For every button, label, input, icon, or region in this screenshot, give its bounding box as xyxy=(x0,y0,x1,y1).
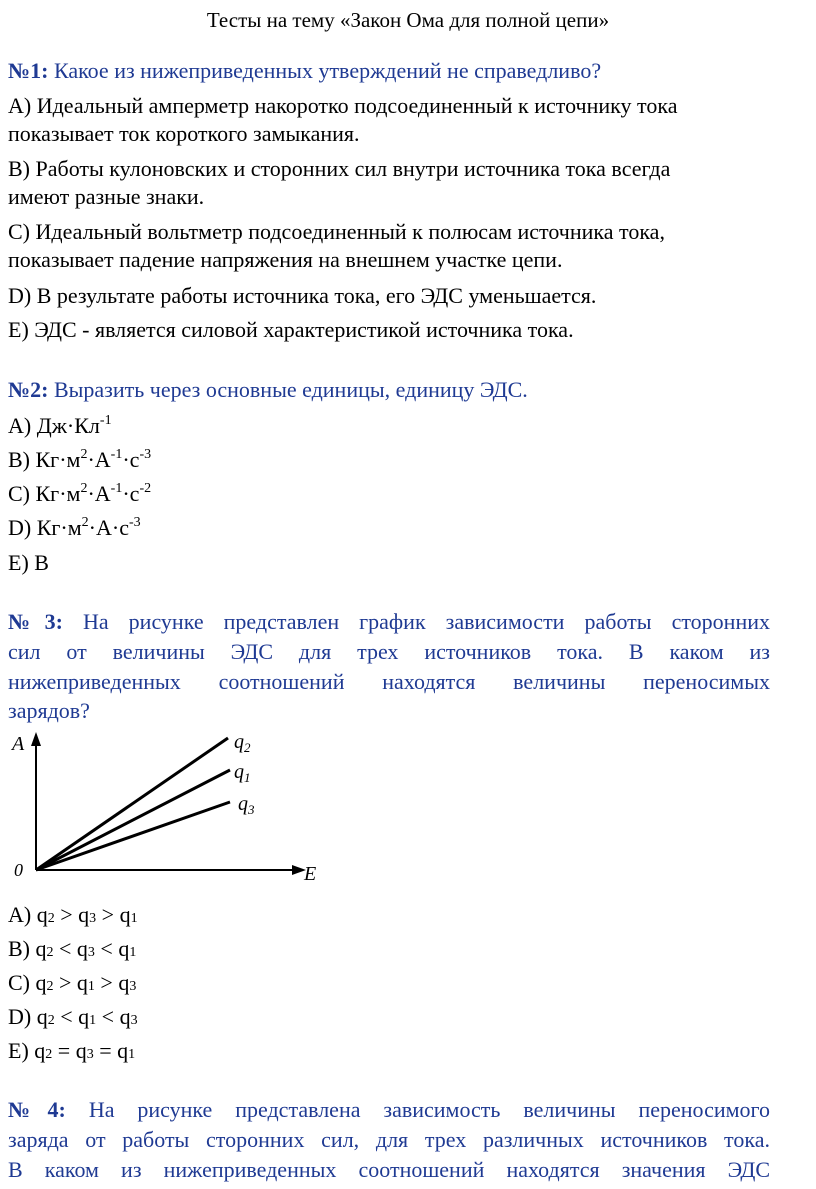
line-q3 xyxy=(36,802,230,870)
label-q1: $q_1$ xyxy=(234,761,251,785)
question-number: №2: xyxy=(8,377,49,402)
question-number: №4: xyxy=(8,1097,66,1122)
q3-option-b: B) q2 < q3 < q1 xyxy=(8,936,137,961)
question-4-line2: заряда от работы сторонних сил, для трех различных источников тока. xyxy=(8,1127,770,1152)
question-number: №3: xyxy=(8,609,63,634)
q2-option-a: A) $Дж\cdot Кл^{-1}$ xyxy=(8,413,112,438)
q1-option-a-line2: показывает ток короткого замыкания. xyxy=(8,121,360,146)
q2-option-b: B) $Кг\cdot м^2\cdot А^{-1}\cdot с^{-3}$ xyxy=(8,447,152,472)
q1-option-b-line1: B) Работы кулоновских и сторонних сил внутри источника тока всегда xyxy=(8,156,671,181)
q3-option-e: E) q2 = q3 = q1 xyxy=(8,1038,136,1063)
q1-option-d: D) В результате работы источника тока, его ЭДС уменьшается. xyxy=(8,283,597,308)
question-4-line1: №4: На рисунке представлена зависимость величины переносимого xyxy=(8,1097,771,1122)
q3-option-c: C) q2 > q1 > q3 xyxy=(8,970,137,995)
x-axis-label: E xyxy=(304,863,317,885)
question-2-header xyxy=(8,377,528,403)
question-3-line4: зарядов? xyxy=(8,698,90,723)
question-3-line2: сил от величины ЭДС для трех источников тока. В каком из xyxy=(8,639,770,664)
page-title: Тесты на тему «Закон Ома для полной цепи» xyxy=(206,8,610,32)
question-3-line3: нижеприведенных соотношений находятся величины переносимых xyxy=(8,669,770,694)
q2-option-e: E) В xyxy=(8,550,49,575)
line-q1 xyxy=(36,770,230,870)
origin-label: 0 xyxy=(14,860,23,880)
question-4-line3: В каком из нижеприведенных соотношений находятся значения ЭДС xyxy=(8,1157,770,1182)
q3-option-a: A) q2 > q3 > q1 xyxy=(8,902,138,927)
question-3-line1: №3: На рисунке представлен график зависимости работы сторонних xyxy=(8,609,770,634)
question-number: №1: xyxy=(8,58,49,83)
question-1-text: Какое из нижеприведенных утверждений не справедливо? xyxy=(53,58,602,83)
question-1-header xyxy=(8,58,601,84)
y-axis-label: A xyxy=(12,733,25,755)
q1-option-e: E) ЭДС - является силовой характеристикой источника тока. xyxy=(8,317,574,342)
question-2-text: Выразить через основные единицы, единицу ЭДС. xyxy=(53,377,528,402)
q1-option-c-line2: показывает падение напряжения на внешнем участке цепи. xyxy=(8,247,563,272)
q2-option-c: C) $Кг\cdot м^2\cdot А^{-1}\cdot с^{-2}$ xyxy=(8,481,152,506)
q1-option-b-line2: имеют разные знаки. xyxy=(8,184,205,209)
q1-option-a-line1: A) Идеальный амперметр накоротко подсоединенный к источнику тока xyxy=(8,93,678,118)
work-vs-emf-graph xyxy=(0,726,340,896)
y-axis-arrow xyxy=(31,732,41,746)
label-q3: $q_3$ xyxy=(238,793,255,817)
q2-option-d: D) $Кг\cdot м^2\cdot А\cdot с^{-3}$ xyxy=(8,515,141,540)
line-q2 xyxy=(36,738,228,870)
q1-option-c-line1: C) Идеальный вольтметр подсоединенный к полюсам источника тока, xyxy=(8,219,665,244)
label-q2: $q_2$ xyxy=(234,731,251,755)
q3-option-d: D) q2 < q1 < q3 xyxy=(8,1004,138,1029)
